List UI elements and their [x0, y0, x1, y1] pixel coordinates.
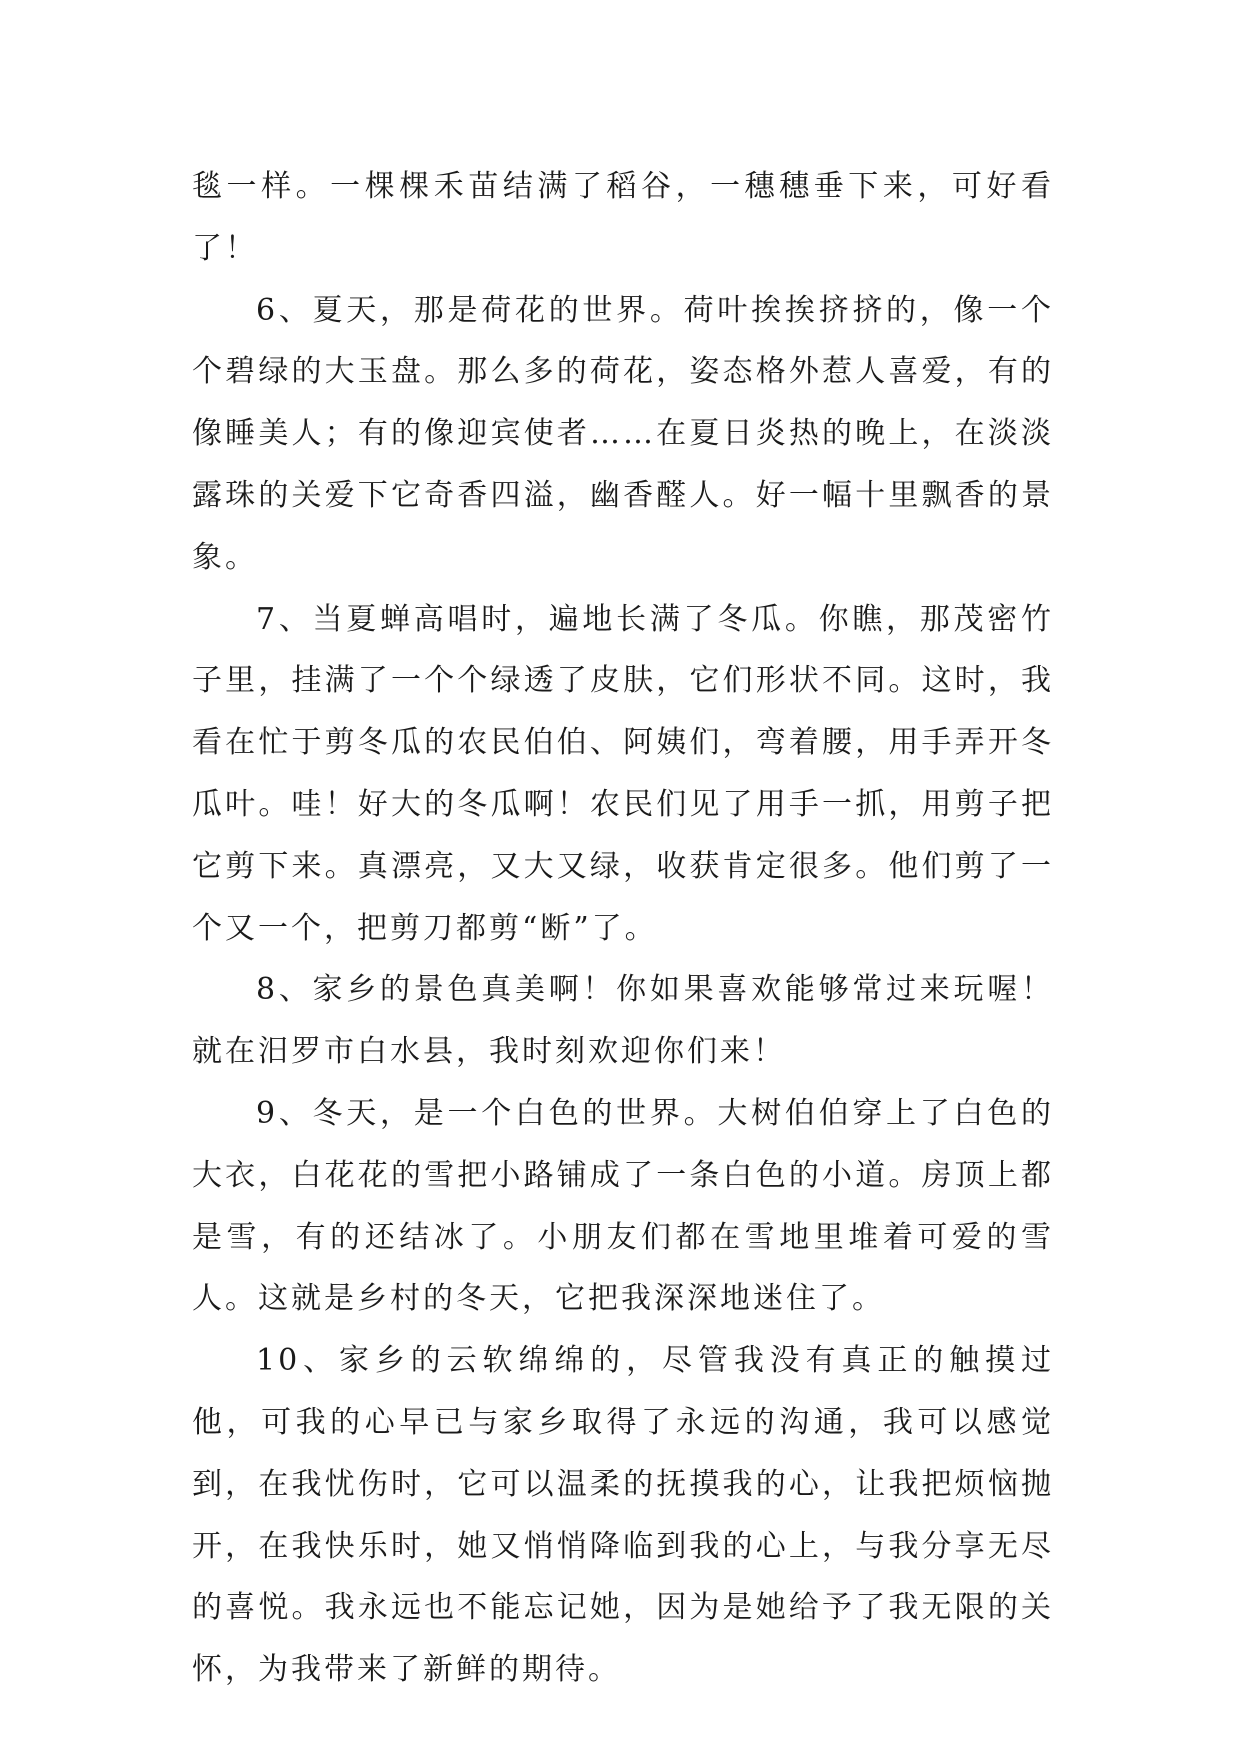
document-body [192, 156, 1054, 1701]
paragraph-6: 6、夏天，那是荷花的世界。荷叶挨挨挤挤的，像一个个碧绿的大玉盘。那么多的荷花，姿态格外惹人喜爱，有的像睡美人；有的像迎宾使者……在夏日炎热的晚上，在淡淡露珠的关爱下它奇香四溢，幽香醛人。好一幅十里飘香的景象。 [192, 292, 1054, 575]
paragraph-10: 10、家乡的云软绵绵的，尽管我没有真正的触摸过他，可我的心早已与家乡取得了永远的沟通，我可以感觉到，在我忧伤时，它可以温柔的抚摸我的心，让我把烦恼抛开，在我快乐时，她又悄悄降临到我的心上，与我分享无尽的喜悦。我永远也不能忘记她，因为是她给予了我无限的关怀，为我带来了新鲜的期待。 [192, 1343, 1054, 1688]
paragraph-8: 8、家乡的景色真美啊！你如果喜欢能够常过来玩喔！就在汨罗市白水县，我时刻欢迎你们来！ [192, 972, 1054, 1070]
paragraph-9: 9、冬天，是一个白色的世界。大树伯伯穿上了白色的大衣，白花花的雪把小路铺成了一条白色的小道。房顶上都是雪，有的还结冰了。小朋友们都在雪地里堆着可爱的雪人。这就是乡村的冬天，它把我深深地迷住了。 [192, 1095, 1054, 1317]
paragraph-7: 7、当夏蝉高唱时，遍地长满了冬瓜。你瞧，那茂密竹子里，挂满了一个个绿透了皮肤，它们形状不同。这时，我看在忙于剪冬瓜的农民伯伯、阿姨们，弯着腰，用手弄开冬瓜叶。哇！好大的冬瓜啊！农民们见了用手一抓，用剪子把它剪下来。真漂亮，又大又绿，收获肯定很多。他们剪了一个又一个，把剪刀都剪“断”了。 [192, 601, 1054, 946]
paragraph-continuation: 毯一样。一棵棵禾苗结满了稻谷，一穗穗垂下来，可好看了！ [192, 169, 1054, 266]
